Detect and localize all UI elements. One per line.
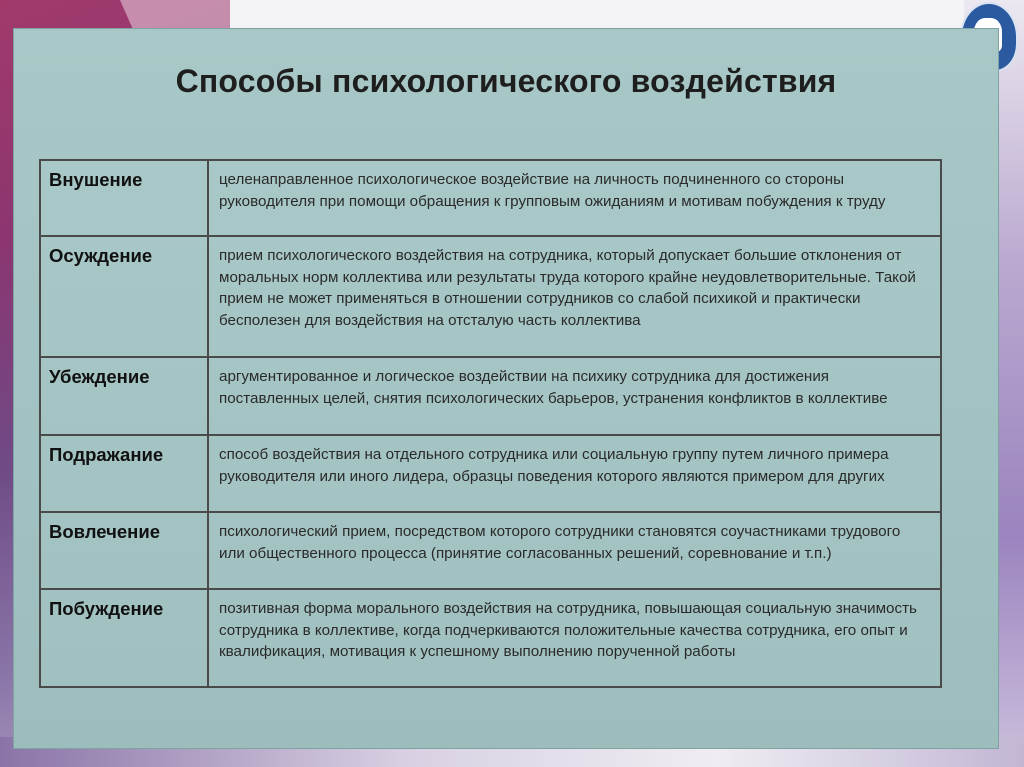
definition-cell: психологический прием, посредством которого сотрудники становятся соучастниками трудового или общественного процесса (принятие согласованных решений, соревнование и т.п.) (208, 512, 941, 589)
definition-cell: способ воздействия на отдельного сотрудника или социальную группу путем личного примера руководителя или иного лидера, образцы поведения которого являются примером для других (208, 435, 941, 512)
definition-cell: прием психологического воздействия на сотрудника, который допускает большие отклонения от моральных норм коллектива или результаты труда которого крайне неудовлетворительные. Такой прием не может применяться в отношении сотрудников со слабой психикой и практически бесполезен для воздействия на отсталую часть коллектива (208, 236, 941, 357)
table-row (40, 357, 941, 435)
table-row (40, 512, 941, 589)
slide-title: Способы психологического воздействия (175, 63, 837, 99)
term-cell: Побуждение (40, 589, 208, 687)
definition-cell: позитивная форма морального воздействия на сотрудника, повышающая социальную значимость сотрудника в коллективе, когда подчеркиваются положительные качества сотрудника, его опыт и квалификация, мотивация к успешному выполнению порученной работы (208, 589, 941, 687)
term-cell: Внушение (40, 160, 208, 236)
term-cell: Подражание (40, 435, 208, 512)
table-row (40, 435, 941, 512)
table-row (40, 160, 941, 236)
definition-cell: аргументированное и логическое воздействии на психику сотрудника для достижения поставленных целей, снятия психологических барьеров, устранения конфликтов в коллективе (208, 357, 941, 435)
definition-cell: целенаправленное психологическое воздействие на личность подчиненного со стороны руководителя при помощи обращения к групповым ожиданиям и мотивам побуждения к труду (208, 160, 941, 236)
slide-panel (13, 28, 999, 749)
table-row (40, 236, 941, 357)
term-cell: Осуждение (40, 236, 208, 357)
table-row (40, 589, 941, 687)
term-cell: Убеждение (40, 357, 208, 435)
methods-table (39, 159, 942, 688)
term-cell: Вовлечение (40, 512, 208, 589)
